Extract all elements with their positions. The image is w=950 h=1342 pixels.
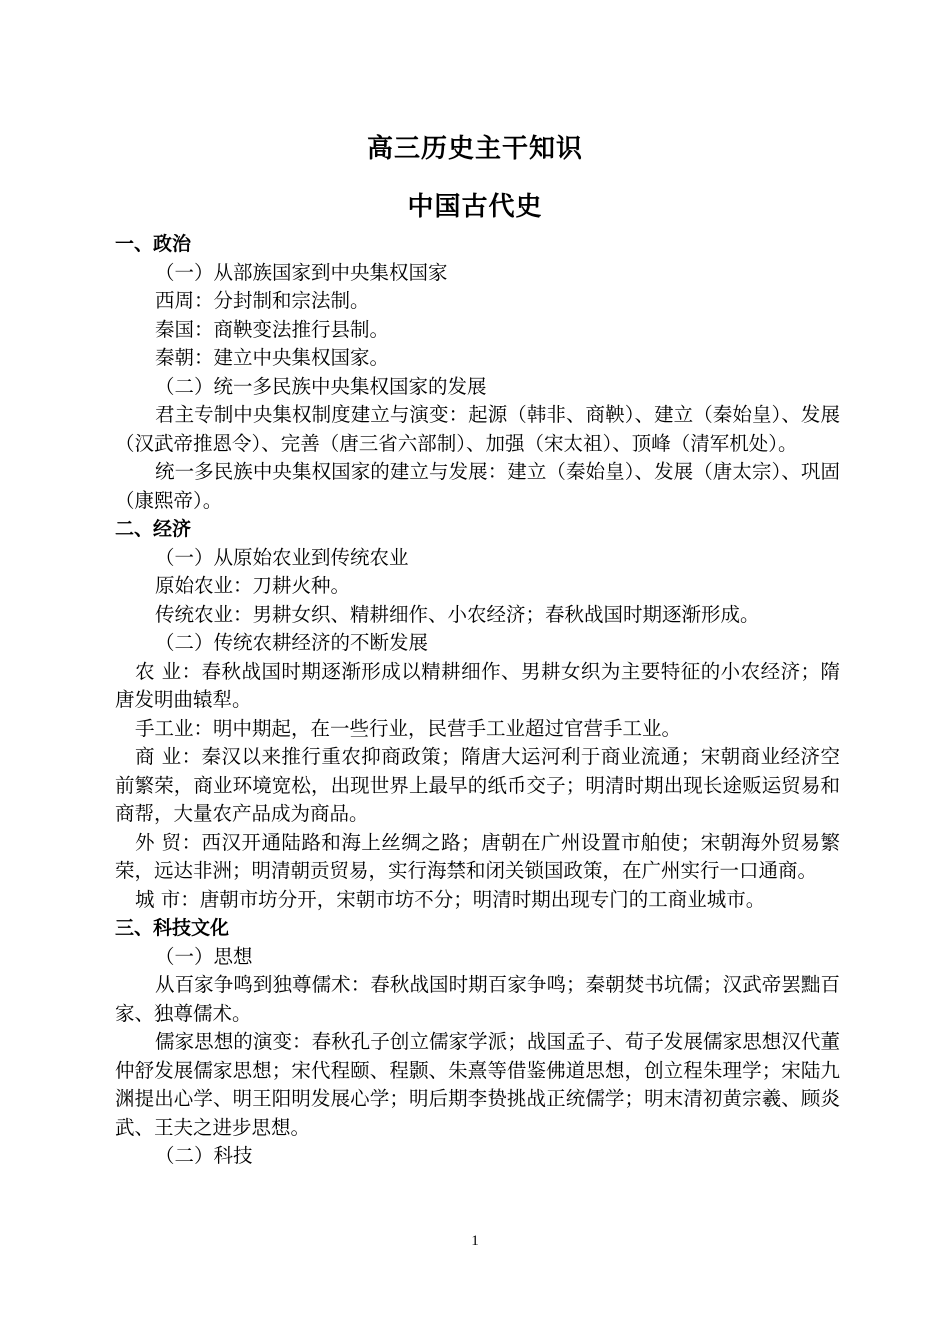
- document-title: 高三历史主干知识: [366, 134, 583, 164]
- paragraph-unification: 统一多民族中央集权国家的建立与发展：建立（秦始皇）、发展（唐太宗）、巩固（康熙帝）。: [115, 460, 840, 512]
- paragraph-monarchy: 君主专制中央集权制度建立与演变：起源（韩非、商鞅）、建立（秦始皇）、发展（汉武帝推恩令）、完善（唐三省六部制）、加强（宋太祖）、顶峰（清军机处）。: [115, 403, 840, 455]
- subheading-culture-2: （二）科技: [155, 1144, 253, 1167]
- text-qinguo: 秦国：商鞅变法推行县制。: [155, 317, 390, 341]
- paragraph-hundred-schools: 从百家争鸣到独尊儒术：春秋战国时期百家争鸣；秦朝焚书坑儒；汉武帝罢黜百家、独尊儒术。: [115, 973, 840, 1025]
- document-subtitle: 中国古代史: [407, 192, 543, 222]
- section-heading-economy: 二、经济: [115, 518, 192, 540]
- section-heading-culture: 三、科技文化: [115, 917, 230, 939]
- subheading-economy-1: （一）从原始农业到传统农业: [155, 545, 409, 569]
- text-qinchao: 秦朝：建立中央集权国家。: [155, 346, 390, 369]
- section-heading-politics: 一、政治: [115, 233, 192, 255]
- document-body: [115, 230, 840, 1171]
- text-primitive-agriculture: 原始农业：刀耕火种。: [155, 574, 351, 597]
- paragraph-agriculture: 农 业：春秋战国时期逐渐形成以精耕细作、男耕女织为主要特征的小农经济；隋唐发明曲辕犁。: [115, 659, 840, 711]
- text-xizhou: 西周：分封制和宗法制。: [155, 289, 370, 312]
- paragraph-city: 城 市：唐朝市坊分开，宋朝市坊不分；明清时期出现专门的工商业城市。: [135, 887, 766, 911]
- paragraph-confucianism: 儒家思想的演变：春秋孔子创立儒家学派；战国孟子、荀子发展儒家思想汉代董仲舒发展儒家思想；宋代程颐、程颢、朱熹等借鉴佛道思想，创立程朱理学；宋陆九渊提出心学、明王阳明发展心学；明后期李贽挑战正统儒学；明末清初黄宗羲、顾炎武、王夫之进步思想。: [115, 1030, 840, 1139]
- text-traditional-agriculture: 传统农业：男耕女织、精耕细作、小农经济；春秋战国时期逐渐形成。: [155, 602, 760, 626]
- subheading-economy-2: （二）传统农耕经济的不断发展: [155, 631, 429, 654]
- page-number: 1: [471, 1233, 479, 1249]
- paragraph-commerce: 商 业：秦汉以来推行重农抑商政策；隋唐大运河利于商业流通；宋朝商业经济空前繁荣，商业环境宽松，出现世界上最早的纸币交子；明清时期出现长途贩运贸易和商帮，大量农产品成为商品。: [115, 745, 840, 825]
- subheading-politics-2: （二）统一多民族中央集权国家的发展: [155, 374, 487, 398]
- subheading-culture-1: （一）思想: [155, 944, 253, 968]
- subheading-politics-1: （一）从部族国家到中央集权国家: [155, 260, 448, 284]
- paragraph-handicraft: 手工业：明中期起，在一些行业，民营手工业超过官营手工业。: [135, 716, 682, 740]
- paragraph-foreign-trade: 外 贸：西汉开通陆路和海上丝绸之路；唐朝在广州设置市舶使；宋朝海外贸易繁荣，远达非洲；明清朝贡贸易，实行海禁和闭关锁国政策，在广州实行一口通商。: [115, 830, 840, 882]
